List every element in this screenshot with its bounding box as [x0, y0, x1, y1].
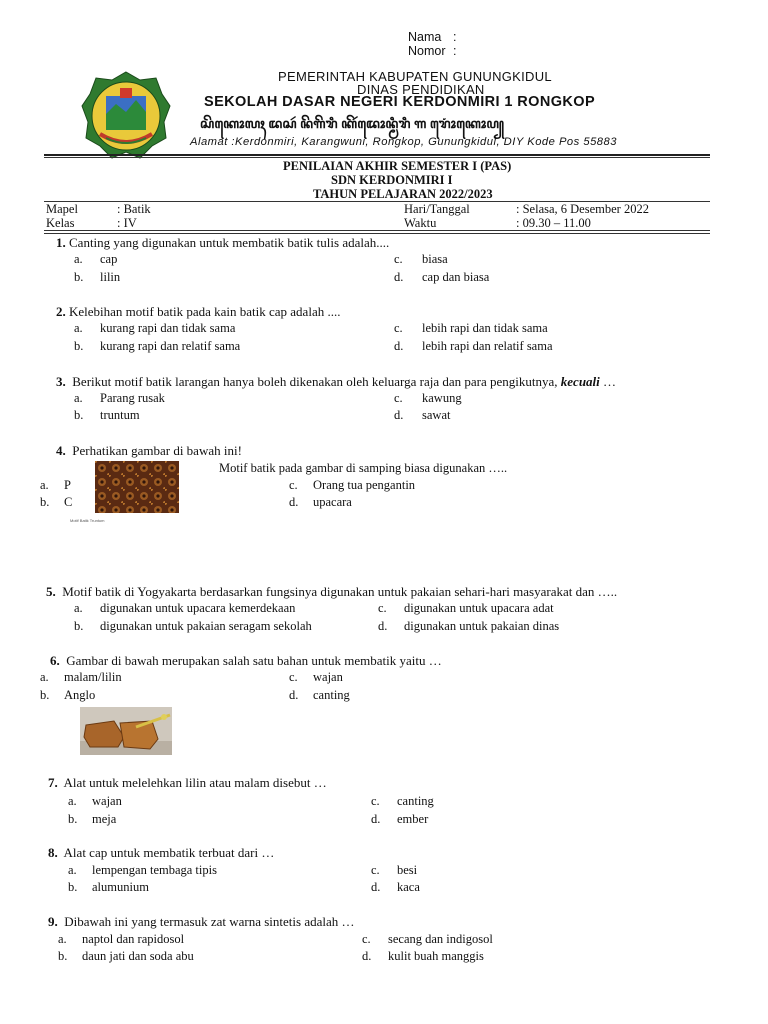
nama-label: Nama: [408, 30, 442, 44]
nama-colon: :: [453, 30, 457, 44]
q8-option-b[interactable]: b. alumunium: [68, 880, 149, 894]
question-4-sub: Motif batik pada gambar di samping biasa digunakan …..: [219, 461, 508, 475]
q4-option-d[interactable]: d. upacara: [289, 495, 352, 509]
exam-title: PENILAIAN AKHIR SEMESTER I (PAS): [283, 159, 512, 173]
question-5: 5. Motif batik di Yogyakarta berdasarkan fungsinya digunakan untuk pakaian sehari-hari masyarakat dan …..: [46, 584, 618, 599]
q2-option-b[interactable]: b. kurang rapi dan relatif sama: [74, 339, 241, 353]
info-divider-bottom: [44, 230, 710, 231]
q5-option-b[interactable]: b. digunakan untuk pakaian seragam sekolah: [74, 619, 312, 633]
q8-option-d[interactable]: d. kaca: [371, 880, 420, 894]
q2-option-a[interactable]: a. kurang rapi dan tidak sama: [74, 321, 236, 335]
q8-option-c[interactable]: c. besi: [371, 863, 418, 877]
q9-option-a[interactable]: a. naptol dan rapidosol: [58, 932, 185, 946]
batik-truntum-image: [95, 461, 179, 513]
nomor-label: Nomor: [408, 44, 446, 58]
q2-option-c[interactable]: c. lebih rapi dan tidak sama: [394, 321, 548, 335]
javanese-school-name: ꦱꦼꦏꦺꦴꦭꦃ ꦢꦱꦂ ꦤꦼꦒꦼꦫꦶ ꦏꦼꦂꦢꦺꦴꦤ꧀ꦩꦶꦫꦶ ꧑ ꦫꦺꦴꦁꦏꦺꦴꦥ꧀: [200, 116, 505, 131]
mapel-label: Mapel: [46, 202, 78, 216]
q8-option-a[interactable]: a. lempengan tembaga tipis: [68, 863, 217, 877]
letterhead-divider-thin: [44, 157, 710, 158]
q6-option-c[interactable]: c. wajan: [289, 670, 343, 684]
q5-option-a[interactable]: a. digunakan untuk upacara kemerdekaan: [74, 601, 296, 615]
q1-option-d[interactable]: d. cap dan biasa: [394, 270, 490, 284]
letterhead-divider-thick: [44, 154, 710, 156]
q9-option-c[interactable]: c. secang dan indigosol: [362, 932, 493, 946]
q5-option-c[interactable]: c. digunakan untuk upacara adat: [378, 601, 554, 615]
kelas-value: : IV: [117, 216, 137, 230]
q3-option-c[interactable]: c. kawung: [394, 391, 462, 405]
school-logo-emblem: [80, 70, 172, 160]
letterhead-line2: DINAS PENDIDIKAN: [357, 82, 485, 97]
waktu-value: : 09.30 – 11.00: [516, 216, 591, 230]
q6-option-b[interactable]: b. Anglo: [40, 688, 96, 702]
q4-option-b[interactable]: b. C: [40, 495, 73, 509]
question-4: 4. Perhatikan gambar di bawah ini!: [56, 443, 242, 458]
question-6: 6. Gambar di bawah merupakan salah satu bahan untuk membatik yaitu …: [50, 653, 442, 668]
q7-option-c[interactable]: c. canting: [371, 794, 434, 808]
q4-option-a[interactable]: a. P: [40, 478, 71, 492]
exam-school: SDN KERDONMIRI I: [331, 173, 453, 187]
q5-option-d[interactable]: d. digunakan untuk pakaian dinas: [378, 619, 560, 633]
q1-option-a[interactable]: a. cap: [74, 252, 118, 266]
q3-option-a[interactable]: a. Parang rusak: [74, 391, 165, 405]
info-divider-bottom-2: [44, 233, 710, 234]
question-3: 3. Berikut motif batik larangan hanya boleh dikenakan oleh keluarga raja dan para pengikutnya, kecuali …: [56, 374, 617, 389]
q9-option-d[interactable]: d. kulit buah manggis: [362, 949, 484, 963]
q6-option-a[interactable]: a. malam/lilin: [40, 670, 122, 684]
q7-option-a[interactable]: a. wajan: [68, 794, 122, 808]
waktu-label: Waktu: [404, 216, 437, 230]
q7-option-b[interactable]: b. meja: [68, 812, 117, 826]
question-1: 1. Canting yang digunakan untuk membatik batik tulis adalah....: [56, 235, 390, 250]
kelas-label: Kelas: [46, 216, 75, 230]
q3-option-d[interactable]: d. sawat: [394, 408, 451, 422]
hari-label: Hari/Tanggal: [404, 202, 470, 216]
q6-option-d[interactable]: d. canting: [289, 688, 350, 702]
malam-wax-image: [80, 707, 172, 755]
q7-option-d[interactable]: d. ember: [371, 812, 429, 826]
q4-option-c[interactable]: c. Orang tua pengantin: [289, 478, 416, 492]
q1-option-c[interactable]: c. biasa: [394, 252, 448, 266]
mapel-value: : Batik: [117, 202, 151, 216]
nomor-colon: :: [453, 44, 457, 58]
q1-option-b[interactable]: b. lilin: [74, 270, 121, 284]
q9-option-b[interactable]: b. daun jati dan soda abu: [58, 949, 194, 963]
school-address: Alamat :Kerdonmiri, Karangwuni, Rongkop, Gunungkidul, DIY Kode Pos 55883: [190, 136, 617, 148]
question-7: 7. Alat untuk melelehkan lilin atau malam disebut …: [48, 775, 327, 790]
school-name: SEKOLAH DASAR NEGERI KERDONMIRI 1 RONGKOP: [204, 94, 596, 110]
exam-year: TAHUN PELAJARAN 2022/2023: [313, 187, 493, 201]
letterhead-line1: PEMERINTAH KABUPATEN GUNUNGKIDUL: [278, 69, 552, 84]
hari-value: : Selasa, 6 Desember 2022: [516, 202, 649, 216]
batik-image-caption: Motif Batik Truntum: [70, 518, 105, 523]
question-8: 8. Alat cap untuk membatik terbuat dari …: [48, 845, 275, 860]
q3-option-b[interactable]: b. truntum: [74, 408, 140, 422]
q3-emphasis: kecuali: [560, 374, 600, 389]
question-9: 9. Dibawah ini yang termasuk zat warna sintetis adalah …: [48, 914, 355, 929]
question-2: 2. Kelebihan motif batik pada kain batik cap adalah ....: [56, 304, 341, 319]
q2-option-d[interactable]: d. lebih rapi dan relatif sama: [394, 339, 553, 353]
